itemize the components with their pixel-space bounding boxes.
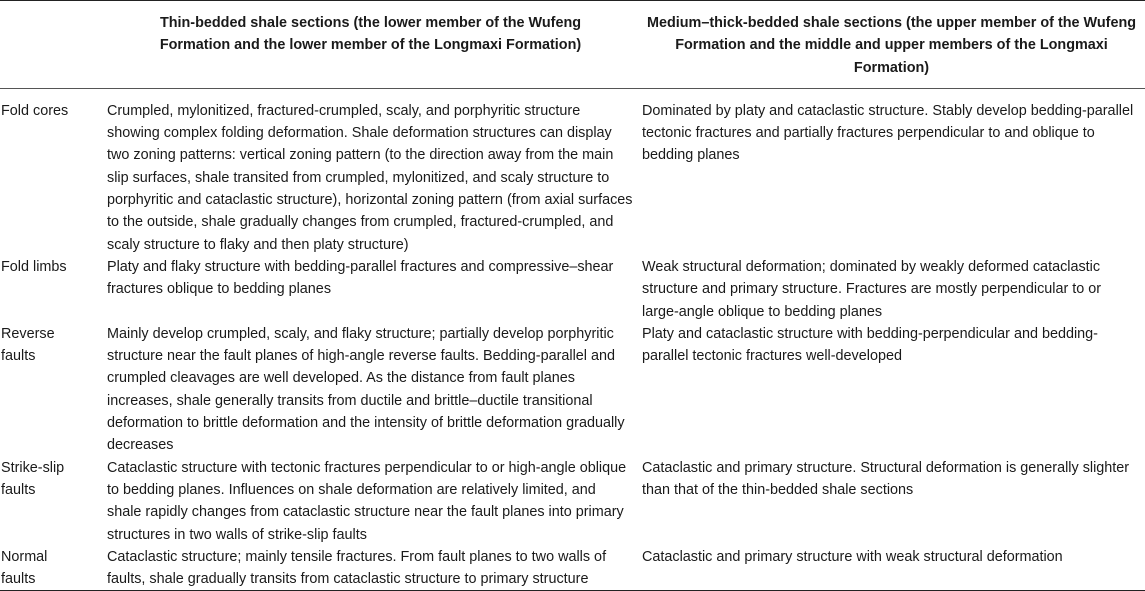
cell-thin: Platy and flaky structure with bedding-parallel fractures and compressive–shear fractures oblique to bedding planes (107, 258, 614, 298)
cell-medium: Dominated by platy and cataclastic structure. Stably develop bedding-parallel tectonic fractures and partially fractures perpendicular to and oblique to bedding planes (642, 102, 1134, 164)
header-row (0, 1, 1145, 89)
cell-medium: Weak structural deformation; dominated by weakly deformed cataclastic structure and primary structure. Fractures are mostly perpendicular to or large-angle oblique to bedding planes (642, 258, 1102, 320)
header-blank (0, 1, 103, 89)
table-body (0, 88, 1145, 591)
table-header (0, 1, 1145, 89)
table-row (0, 457, 1145, 546)
header-medium-thick-bedded: Medium–thick-bedded shale sections (the upper member of the Wufeng Formation and the middle and upper members of the Longmaxi Formation) (646, 15, 1137, 76)
row-label: Normal faults (1, 548, 48, 588)
row-label: Fold limbs (1, 258, 67, 275)
row-label: Strike-slip faults (1, 459, 65, 498)
cell-medium: Cataclastic and primary structure. Structural deformation is generally slighter than that of the thin-bedded shale sections (642, 459, 1130, 498)
cell-thin: Cataclastic structure; mainly tensile fractures. From fault planes to two walls of faults, shale gradually transits from cataclastic structure to primary structure (107, 548, 607, 588)
row-label: Fold cores (1, 102, 69, 119)
cell-thin: Mainly develop crumpled, scaly, and flaky structure; partially develop porphyritic structure near the fault planes of high-angle reverse faults. Bedding-parallel and crumpled cleavages are well developed. As the distance from fault planes increases, shale generally transits from ductile and brittle–ductile transitional deformation to brittle deformation and the intensity of brittle deformation gradually decreases (107, 325, 625, 454)
table-row (0, 546, 1145, 591)
table-row (0, 323, 1145, 457)
cell-thin: Cataclastic structure with tectonic fractures perpendicular to or high-angle oblique to bedding planes. Influences on shale deformation are relatively limited, and shale rapidly changes from cataclastic structure near the fault planes into primary structures in two walls of strike-slip faults (107, 459, 627, 543)
header-thin-bedded: Thin-bedded shale sections (the lower member of the Wufeng Formation and the lower member of the Longmaxi Formation) (159, 15, 582, 54)
cell-thin: Crumpled, mylonitized, fractured-crumpled, scaly, and porphyritic structure showing complex folding deformation. Shale deformation structures can display two zoning patterns: vertical zoning pattern (to the direction away from the main slip surfaces, shale transited from crumpled, mylonitized, and scaly structure to porphyritic and cataclastic structure), horizontal zoning pattern (from axial surfaces to the outside, shale gradually changes from crumpled, fractured-crumpled, and scaly structure to flaky and then platy structure) (107, 102, 633, 253)
row-label: Reverse faults (1, 325, 55, 365)
cell-medium: Cataclastic and primary structure with weak structural deformation (642, 548, 1063, 565)
cell-medium: Platy and cataclastic structure with bedding-perpendicular and bedding-parallel tectonic fractures well-developed (642, 325, 1098, 365)
table-row (0, 256, 1145, 323)
table-row (0, 88, 1145, 256)
